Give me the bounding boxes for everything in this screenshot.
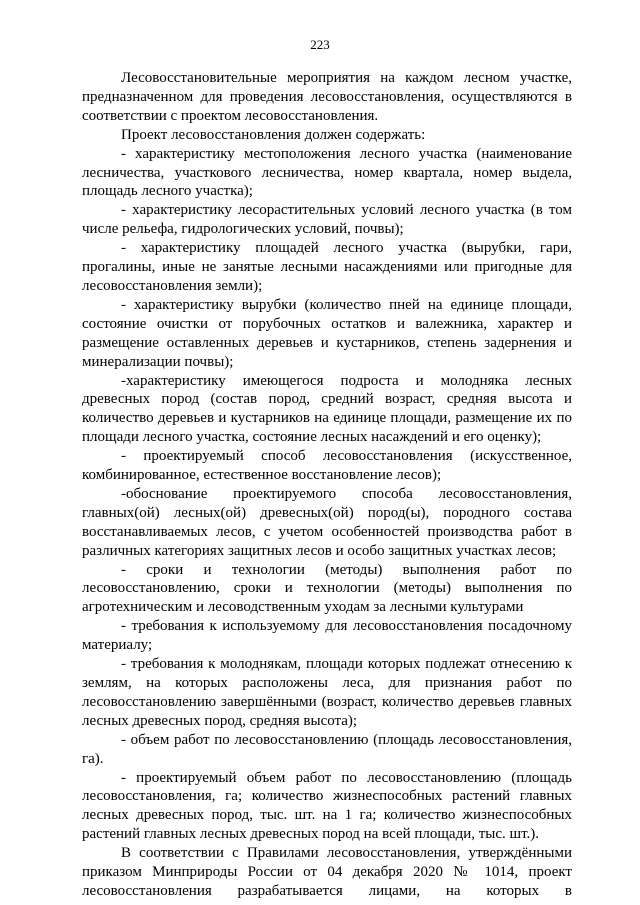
list-item-timing: - сроки и технологии (методы) выполнения работ по лесовосстановлению, сроки и технологии (методы) выполнения по агротехническим и лесоводственным уходам за лесными культурами (82, 561, 572, 616)
list-item-projected-volume: - проектируемый объем работ по лесовосстановлению (площадь лесовосстановления, га; количество жизнеспособных растений главных лесных древесных пород, тыс. шт. на 1 га; количество жизнеспособных растений главных лесных древесных пород на всей площади, тыс. шт.). (82, 769, 572, 843)
page-number: 223 (310, 37, 330, 52)
page-body (82, 69, 572, 901)
list-item-young-stands: - требования к молоднякам, площади которых подлежат отнесению к землям, на которых расположены леса, для признания работ по лесовосстановлению завершёнными (возраст, количество деревьев главных лесных древесных пород, средняя высота); (82, 656, 572, 729)
paragraph-rules-reference: В соответствии с Правилами лесовосстановления, утверждёнными приказом Минприроды России от 04 декабря 2020 № 1014, проект лесовосстановления разрабатывается лицами, на которых в (82, 845, 572, 899)
list-item-areas: - характеристику площадей лесного участка (вырубки, гари, прогалины, иные не занятые лесными насаждениями или пригодные для лесовосстановления земли); (82, 240, 572, 294)
list-item-undergrowth: -характеристику имеющегося подроста и молодняка лесных древесных пород (состав пород, средний возраст, средняя высота и количество деревьев и кустарников на единице площади, размещение их по площади лесного участка, состояние лесных насаждений и его оценку); (82, 372, 572, 446)
paragraph-intro: Лесовосстановительные мероприятия на каждом лесном участке, предназначенном для проведения лесовосстановления, осуществляются в соответствии с проектом лесовосстановления. (82, 70, 572, 124)
list-item-clearing: - характеристику вырубки (количество пней на единице площади, состояние очистки от порубочных остатков и валежника, характер и размещение оставленных деревьев и кустарников, степень задернения и минерализации почвы); (82, 296, 572, 370)
list-item-justification: -обоснование проектируемого способа лесовосстановления, главных(ой) лесных(ой) древесных(ой) пород(ы), породного состава восстанавливаемых лесов, с учетом особенностей производства работ в различных категориях защитных лесов и особо защитных участках лесов; (82, 485, 572, 559)
list-item-method: - проектируемый способ лесовосстановления (искусственное, комбинированное, естественное восстановление лесов); (82, 448, 572, 484)
list-item-location: - характеристику местоположения лесного участка (наименование лесничества, участкового лесничества, номер квартала, номер выдела, площадь лесного участка); (82, 145, 572, 200)
list-item-growing-conditions: - характеристику лесорастительных условий лесного участка (в том числе рельефа, гидрологических условий, почвы); (82, 202, 572, 238)
paragraph-project-contents: Проект лесовосстановления должен содержать: (121, 126, 426, 143)
list-item-work-volume: - объем работ по лесовосстановлению (площадь лесовосстановления, га). (82, 731, 572, 767)
list-item-planting-material: - требования к используемому для лесовосстановления посадочному материалу; (82, 618, 572, 654)
